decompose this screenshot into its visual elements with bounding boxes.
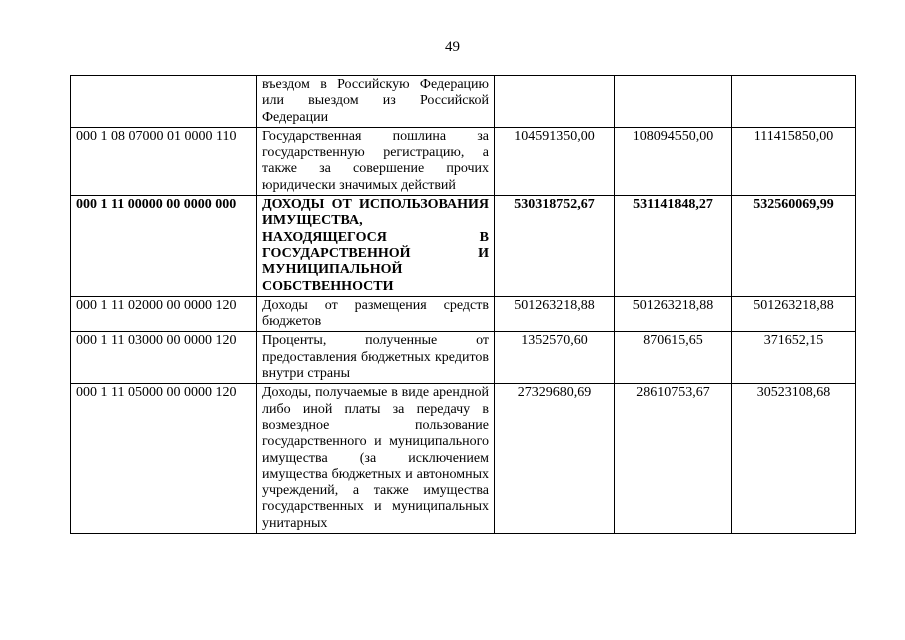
amount-year-1: 501263218,88 <box>495 296 615 332</box>
table-row-section-total <box>71 196 856 297</box>
amount-year-1: 27329680,69 <box>495 384 615 534</box>
amount-year-3: 30523108,68 <box>732 384 856 534</box>
table-row <box>71 76 856 128</box>
amount-year-3: 532560069,99 <box>732 196 856 297</box>
table-row <box>71 127 856 195</box>
amount-year-2: 28610753,67 <box>615 384 732 534</box>
classification-code <box>71 76 257 128</box>
classification-code: 000 1 11 02000 00 0000 120 <box>71 296 257 332</box>
revenue-name: ДОХОДЫ ОТ ИСПОЛЬЗОВАНИЯ ИМУЩЕСТВА, НАХОДЯЩЕГОСЯ В ГОСУДАРСТВЕННОЙ И МУНИЦИПАЛЬНОЙ СОБСТВЕННОСТИ <box>257 196 495 297</box>
classification-code: 000 1 11 00000 00 0000 000 <box>71 196 257 297</box>
amount-year-3: 501263218,88 <box>732 296 856 332</box>
revenue-name: Доходы от размещения средств бюджетов <box>257 296 495 332</box>
amount-year-1: 104591350,00 <box>495 127 615 195</box>
amount-year-1: 530318752,67 <box>495 196 615 297</box>
classification-code: 000 1 08 07000 01 0000 110 <box>71 127 257 195</box>
table-row <box>71 296 856 332</box>
amount-year-2 <box>615 76 732 128</box>
amount-year-3: 111415850,00 <box>732 127 856 195</box>
amount-year-2: 501263218,88 <box>615 296 732 332</box>
revenue-name: Проценты, полученные от предоставления бюджетных кредитов внутри страны <box>257 332 495 384</box>
table-row <box>71 384 856 534</box>
budget-revenue-table <box>70 75 856 534</box>
page-number: 49 <box>445 39 460 55</box>
amount-year-1: 1352570,60 <box>495 332 615 384</box>
revenue-name: въездом в Российскую Федерацию или выездом из Российской Федерации <box>257 76 495 128</box>
amount-year-2: 108094550,00 <box>615 127 732 195</box>
revenue-name: Доходы, получаемые в виде арендной либо иной платы за передачу в возмездное пользование государственного и муниципального имущества (за исключением имущества бюджетных и автономных учреждений, а также имущества государственных и муниципальных унитарных <box>257 384 495 534</box>
amount-year-3: 371652,15 <box>732 332 856 384</box>
table-row <box>71 332 856 384</box>
revenue-name: Государственная пошлина за государственную регистрацию, а также за совершение прочих юридически значимых действий <box>257 127 495 195</box>
amount-year-2: 531141848,27 <box>615 196 732 297</box>
amount-year-1 <box>495 76 615 128</box>
classification-code: 000 1 11 03000 00 0000 120 <box>71 332 257 384</box>
amount-year-2: 870615,65 <box>615 332 732 384</box>
amount-year-3 <box>732 76 856 128</box>
classification-code: 000 1 11 05000 00 0000 120 <box>71 384 257 534</box>
